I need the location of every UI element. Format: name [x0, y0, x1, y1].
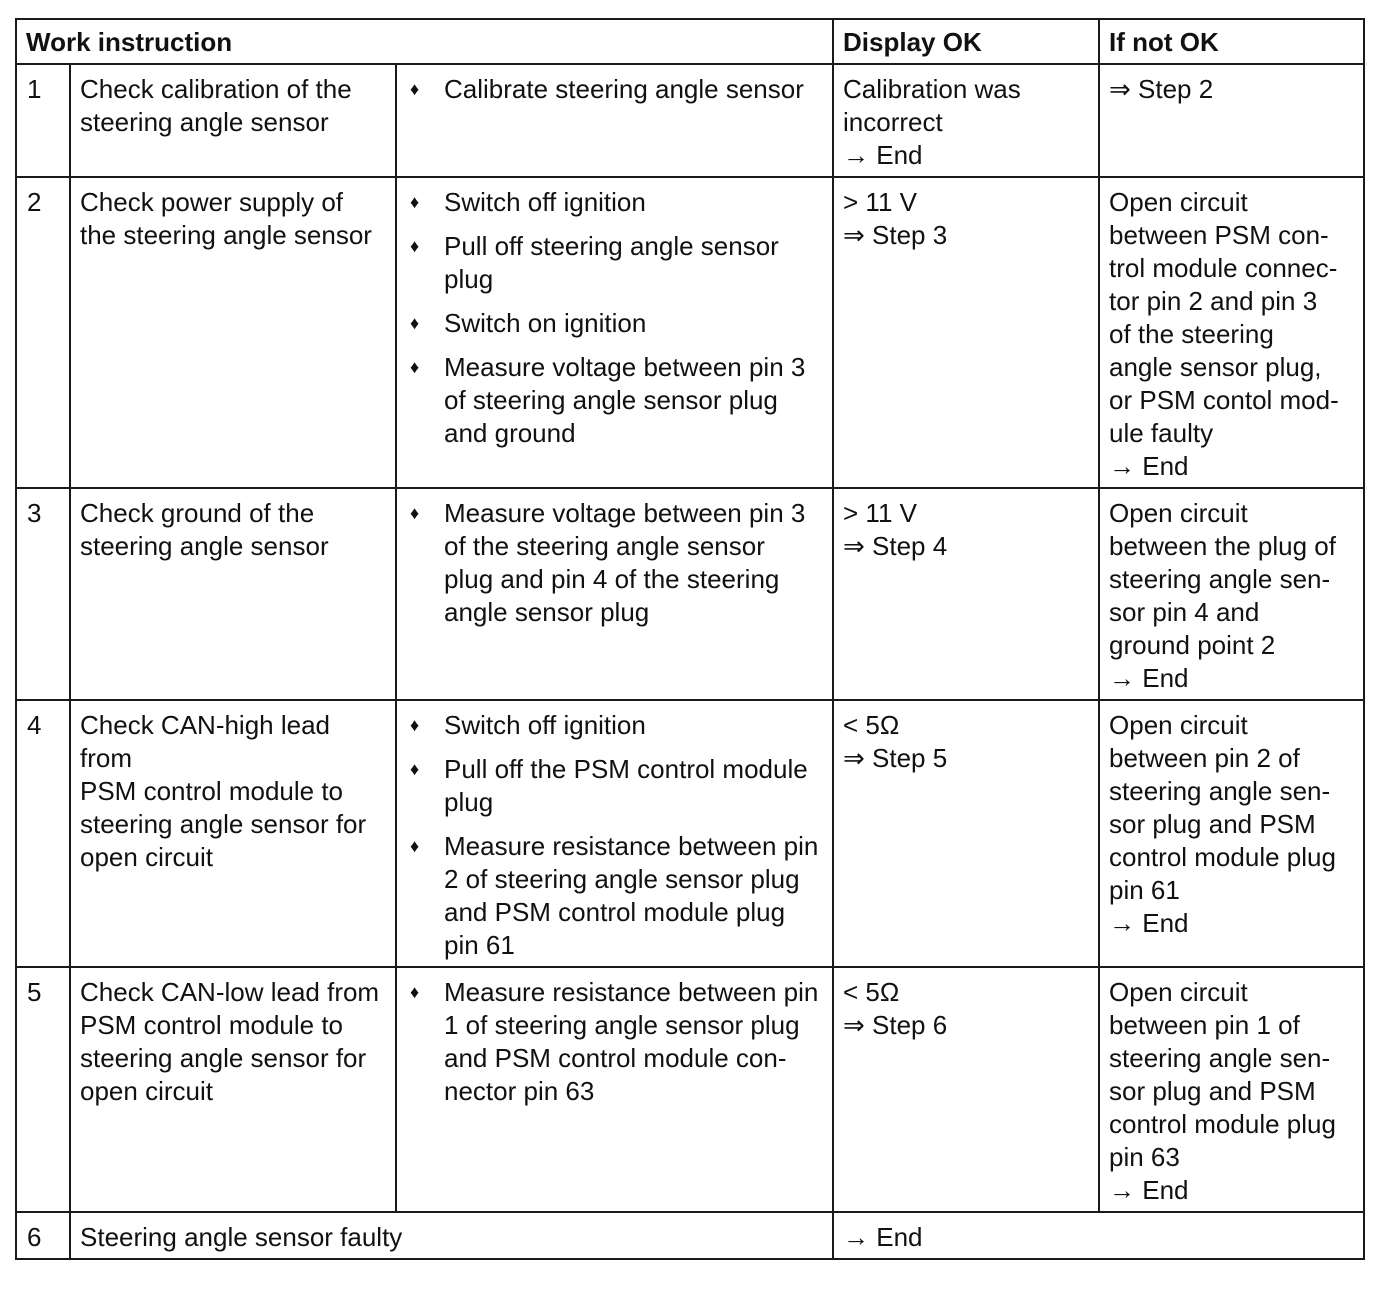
- if-not-ok-line: pin 61: [1109, 875, 1180, 905]
- if-not-ok-line: between the plug of: [1109, 531, 1336, 561]
- if-not-ok-line: tor pin 2 and pin 3: [1109, 286, 1318, 316]
- header-row: [16, 19, 1364, 64]
- action-line: Switch off ignition: [444, 187, 646, 217]
- display-ok-line: incorrect: [843, 107, 943, 137]
- action-line: 2 of steering angle sensor plug: [444, 864, 800, 894]
- action-item: [406, 497, 823, 629]
- step-actions: [396, 177, 833, 488]
- action-line: and PSM control module con-: [444, 1043, 787, 1073]
- action-item: [406, 230, 823, 296]
- diamond-bullet-icon: ♦: [410, 79, 420, 99]
- check-line: steering angle sensor for: [80, 1043, 367, 1073]
- check-line: Check ground of the: [80, 498, 315, 528]
- action-item: [406, 709, 823, 742]
- if-not-ok-line: ground point 2: [1109, 630, 1276, 660]
- action-list: [406, 709, 823, 962]
- action-item: [406, 307, 823, 340]
- if-not-ok-line: → End: [1109, 451, 1189, 481]
- action-line: Measure voltage between pin 3: [444, 352, 806, 382]
- if-not-ok-line: ule faulty: [1109, 418, 1214, 448]
- display-ok-line: < 5Ω: [843, 977, 900, 1007]
- header-if-not-ok: If not OK: [1099, 19, 1364, 64]
- action-list: [406, 976, 823, 1108]
- if-not-ok-cell: [1099, 177, 1364, 488]
- if-not-ok-line: steering angle sen-: [1109, 1043, 1331, 1073]
- action-line: Pull off steering angle sensor: [444, 231, 779, 261]
- if-not-ok-line: of the steering: [1109, 319, 1274, 349]
- if-not-ok-line: control module plug: [1109, 842, 1336, 872]
- action-line: angle sensor plug: [444, 597, 650, 627]
- check-line: Check power supply of: [80, 187, 344, 217]
- if-not-ok-line: Open circuit: [1109, 187, 1248, 217]
- display-ok-line: Calibration was: [843, 74, 1021, 104]
- if-not-ok-cell: [1099, 488, 1364, 700]
- action-line: plug: [444, 264, 494, 294]
- step-actions: [396, 967, 833, 1212]
- action-item: [406, 186, 823, 219]
- step-check: [70, 64, 396, 177]
- if-not-ok-line: between pin 1 of: [1109, 1010, 1300, 1040]
- check-line: PSM control module to: [80, 776, 344, 806]
- if-not-ok-line: Open circuit: [1109, 498, 1248, 528]
- step-number: 1: [16, 64, 70, 177]
- action-line: of steering angle sensor plug: [444, 385, 778, 415]
- if-not-ok-line: sor plug and PSM: [1109, 809, 1316, 839]
- if-not-ok-line: steering angle sen-: [1109, 776, 1331, 806]
- action-list: [406, 73, 823, 106]
- action-list: [406, 497, 823, 629]
- display-ok-cell: [833, 700, 1099, 967]
- check-line: steering angle sensor for: [80, 809, 367, 839]
- step-number: 2: [16, 177, 70, 488]
- check-line: PSM control module to: [80, 1010, 344, 1040]
- display-ok-line: ⇒ Step 5: [843, 743, 948, 773]
- if-not-ok-line: steering angle sen-: [1109, 564, 1331, 594]
- display-ok-line: ⇒ Step 6: [843, 1010, 948, 1040]
- step-number: 6: [16, 1212, 70, 1259]
- display-ok-cell: [833, 967, 1099, 1212]
- step-actions: [396, 64, 833, 177]
- display-ok-line: → End: [843, 140, 923, 170]
- diamond-bullet-icon: ♦: [410, 357, 420, 377]
- action-line: and PSM control module plug: [444, 897, 786, 927]
- if-not-ok-line: → End: [1109, 908, 1189, 938]
- check-line: Check CAN-low lead from: [80, 977, 380, 1007]
- check-line: Check CAN-high lead from: [80, 710, 331, 773]
- diamond-bullet-icon: ♦: [410, 192, 420, 212]
- step-check: [70, 488, 396, 700]
- table-row: [16, 488, 1364, 700]
- action-line: Calibrate steering angle sensor: [444, 74, 804, 104]
- action-line: Switch off ignition: [444, 710, 646, 740]
- action-item: [406, 351, 823, 450]
- table-row: [16, 967, 1364, 1212]
- header-work-instruction: Work instruction: [16, 19, 833, 64]
- if-not-ok-line: pin 63: [1109, 1142, 1180, 1172]
- action-line: plug: [444, 787, 494, 817]
- diamond-bullet-icon: ♦: [410, 715, 420, 735]
- diamond-bullet-icon: ♦: [410, 313, 420, 333]
- if-not-ok-cell: [1099, 967, 1364, 1212]
- action-item: [406, 976, 823, 1108]
- diamond-bullet-icon: ♦: [410, 836, 420, 856]
- action-line: of the steering angle sensor: [444, 531, 765, 561]
- diamond-bullet-icon: ♦: [410, 503, 420, 523]
- table-row-final: [16, 1212, 1364, 1259]
- if-not-ok-cell: [1099, 64, 1364, 177]
- step-actions: [396, 700, 833, 967]
- step-number: 4: [16, 700, 70, 967]
- if-not-ok-line: Open circuit: [1109, 710, 1248, 740]
- check-line: steering angle sensor: [80, 107, 329, 137]
- step-check: [70, 177, 396, 488]
- if-not-ok-line: → End: [1109, 663, 1189, 693]
- table-row: [16, 177, 1364, 488]
- if-not-ok-line: or PSM contol mod-: [1109, 385, 1339, 415]
- table-body: [16, 64, 1364, 1259]
- if-not-ok-line: control module plug: [1109, 1109, 1336, 1139]
- action-line: 1 of steering angle sensor plug: [444, 1010, 800, 1040]
- step-check: [70, 700, 396, 967]
- header-display-ok: Display OK: [833, 19, 1099, 64]
- diamond-bullet-icon: ♦: [410, 982, 420, 1002]
- if-not-ok-line: between pin 2 of: [1109, 743, 1300, 773]
- action-item: [406, 73, 823, 106]
- step-check: [70, 967, 396, 1212]
- display-ok-cell: [833, 64, 1099, 177]
- check-line: the steering angle sensor: [80, 220, 372, 250]
- if-not-ok-line: → End: [1109, 1175, 1189, 1205]
- work-instruction-table: [15, 18, 1365, 1260]
- action-line: Switch on ignition: [444, 308, 647, 338]
- display-ok-line: < 5Ω: [843, 710, 900, 740]
- action-line: nector pin 63: [444, 1076, 595, 1106]
- action-line: Measure voltage between pin 3: [444, 498, 806, 528]
- action-item: [406, 830, 823, 962]
- step-actions: [396, 488, 833, 700]
- if-not-ok-line: ⇒ Step 2: [1109, 74, 1214, 104]
- step-number: 3: [16, 488, 70, 700]
- diamond-bullet-icon: ♦: [410, 236, 420, 256]
- action-line: plug and pin 4 of the steering: [444, 564, 780, 594]
- if-not-ok-line: sor plug and PSM: [1109, 1076, 1316, 1106]
- step-number: 5: [16, 967, 70, 1212]
- if-not-ok-line: trol module connec-: [1109, 253, 1338, 283]
- table-row: [16, 64, 1364, 177]
- action-line: Pull off the PSM control module: [444, 754, 808, 784]
- if-not-ok-cell: [1099, 700, 1364, 967]
- if-not-ok-line: sor pin 4 and: [1109, 597, 1260, 627]
- if-not-ok-line: angle sensor plug,: [1109, 352, 1322, 382]
- action-item: [406, 753, 823, 819]
- diamond-bullet-icon: ♦: [410, 759, 420, 779]
- check-line: open circuit: [80, 842, 213, 872]
- action-line: Measure resistance between pin: [444, 977, 819, 1007]
- display-ok-line: > 11 V: [843, 187, 917, 217]
- if-not-ok-line: between PSM con-: [1109, 220, 1329, 250]
- table-row: [16, 700, 1364, 967]
- display-ok-line: > 11 V: [843, 498, 917, 528]
- action-list: [406, 186, 823, 450]
- action-line: Measure resistance between pin: [444, 831, 819, 861]
- display-ok-cell: [833, 177, 1099, 488]
- check-line: Check calibration of the: [80, 74, 352, 104]
- display-ok-line: ⇒ Step 3: [843, 220, 948, 250]
- check-line: steering angle sensor: [80, 531, 329, 561]
- step-check: Steering angle sensor faulty: [70, 1212, 833, 1259]
- action-line: pin 61: [444, 930, 515, 960]
- action-line: and ground: [444, 418, 576, 448]
- if-not-ok-line: Open circuit: [1109, 977, 1248, 1007]
- display-ok-line: ⇒ Step 4: [843, 531, 948, 561]
- display-ok-cell: [833, 488, 1099, 700]
- check-line: open circuit: [80, 1076, 213, 1106]
- step-result: → End: [833, 1212, 1364, 1259]
